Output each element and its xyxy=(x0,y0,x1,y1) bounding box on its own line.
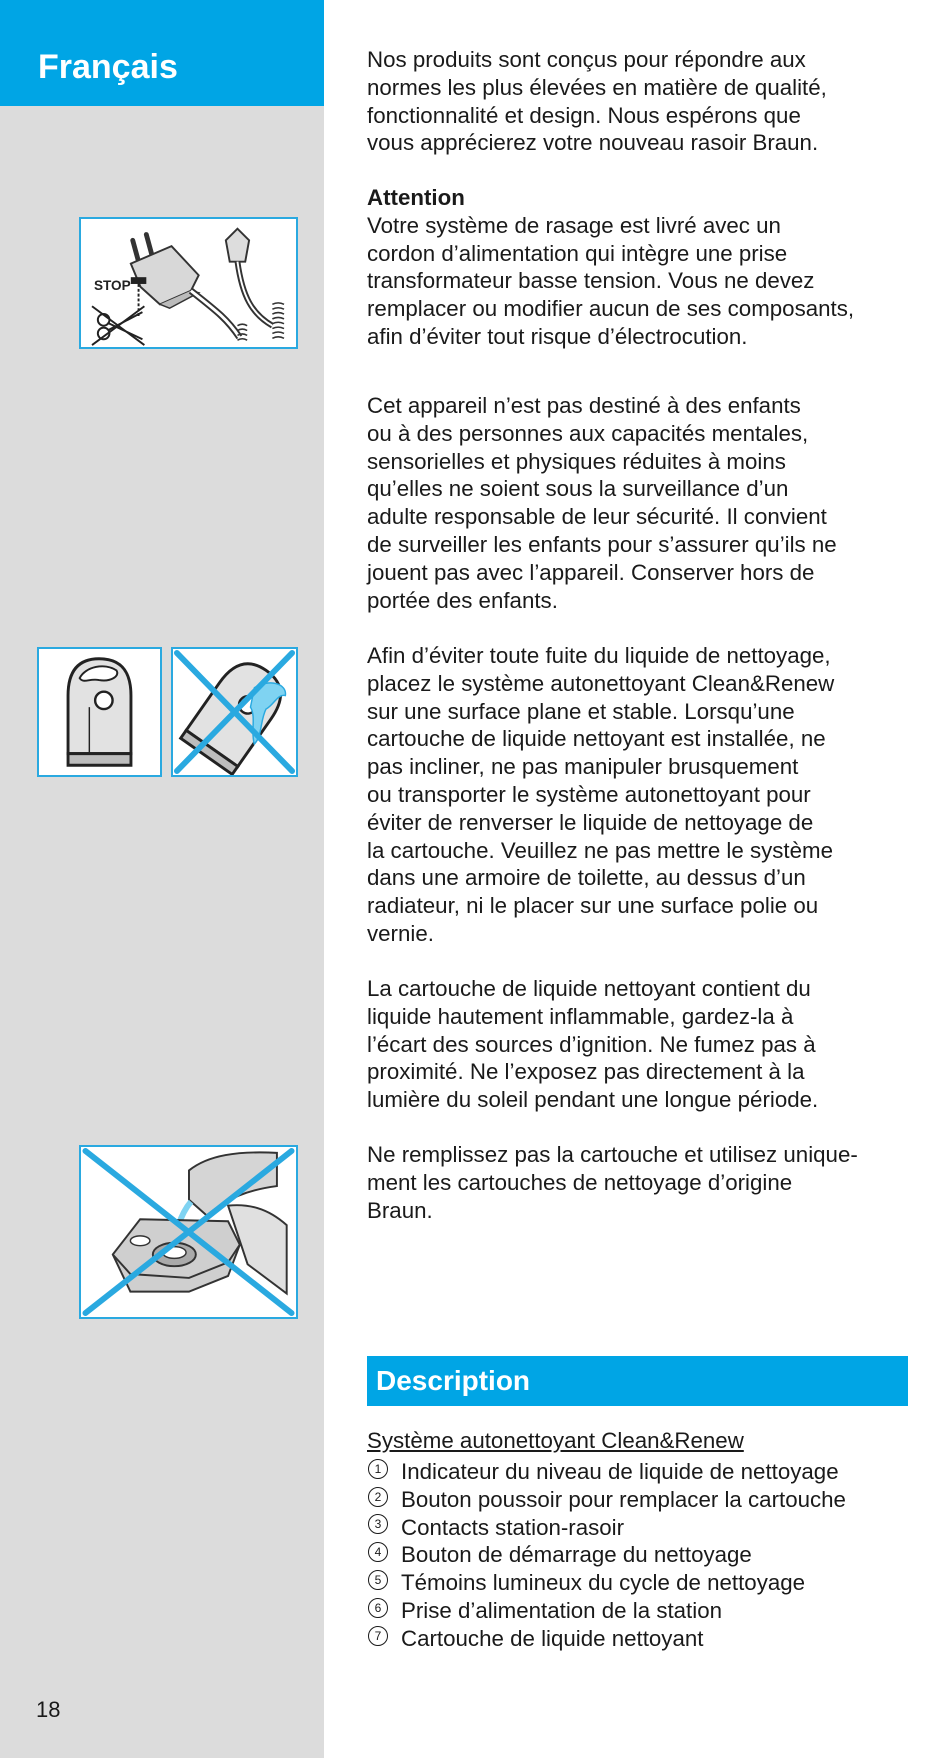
text-line: fonctionnalité et design. Nous espérons que xyxy=(367,102,801,128)
text-line: afin d’éviter tout risque d’électrocution. xyxy=(367,323,748,349)
text-line: proximité. Ne l’exposez pas directement à la xyxy=(367,1059,805,1085)
text-line: vous apprécierez votre nouveau rasoir Braun. xyxy=(367,130,819,156)
text-line: liquide hautement inflammable, gardez-la à xyxy=(367,1003,794,1029)
text-line: ou transporter le système autonettoyant pour xyxy=(367,781,811,807)
text-line: Cet appareil n’est pas destiné à des enfants xyxy=(367,393,801,418)
text-line: jouent pas avec l’appareil. Conserver hors de xyxy=(367,559,815,585)
item-label: Prise d’alimentation de la station xyxy=(401,1597,723,1623)
text-line: de surveiller les enfants pour s’assurer qu’ils ne xyxy=(367,531,837,557)
text-line: cartouche de liquide nettoyant est installée, ne xyxy=(367,726,826,752)
text-line: vernie. xyxy=(367,920,434,946)
list-item xyxy=(367,1625,927,1653)
text-line: Nos produits sont conçus pour répondre aux xyxy=(367,47,806,72)
item-label: Témoins lumineux du cycle de nettoyage xyxy=(401,1570,806,1596)
circled-number: 6 xyxy=(368,1598,388,1618)
text-line: radiateur, ni le placer sur une surface polie ou xyxy=(367,893,819,919)
list-item xyxy=(367,1514,927,1542)
list-item xyxy=(367,1486,927,1514)
stop-label: STOP xyxy=(93,277,131,293)
circled-number: 5 xyxy=(368,1570,388,1590)
attention-heading: Attention xyxy=(367,185,465,210)
plug-transformer-icon xyxy=(81,219,296,347)
intro-paragraph xyxy=(367,46,912,157)
leak-paragraph xyxy=(367,642,912,948)
plug-figure xyxy=(79,217,298,349)
text-line: lumière du soleil pendant une longue période. xyxy=(367,1087,819,1113)
text-line: sensorielles et physiques réduites à moins xyxy=(367,448,786,474)
item-label: Bouton de démarrage du nettoyage xyxy=(401,1542,752,1568)
text-line: adulte responsable de leur sécurité. Il convient xyxy=(367,504,827,530)
list-item xyxy=(367,1458,927,1486)
refill-paragraph xyxy=(367,1141,912,1224)
text-line: cordon d’alimentation qui intègre une prise xyxy=(367,240,788,266)
description-subtitle: Système autonettoyant Clean&Renew xyxy=(367,1428,744,1453)
text-line: La cartouche de liquide nettoyant contient du xyxy=(367,976,811,1001)
text-line: placez le système autonettoyant Clean&Renew xyxy=(367,670,835,696)
text-line: Braun. xyxy=(367,1197,433,1223)
item-label: Indicateur du niveau de liquide de nettoyage xyxy=(401,1459,839,1484)
text-line: qu’elles ne soient sous la surveillance d’un xyxy=(367,476,789,502)
text-line: sur une surface plane et stable. Lorsqu’une xyxy=(367,698,795,724)
text-line: éviter de renverser le liquide de nettoyage de xyxy=(367,809,814,835)
item-label: Bouton poussoir pour remplacer la cartouche xyxy=(401,1486,846,1512)
text-line: transformateur basse tension. Vous ne devez xyxy=(367,268,815,294)
text-line: ment les cartouches de nettoyage d’origine xyxy=(367,1169,793,1195)
description-heading: Description xyxy=(367,1356,908,1406)
text-line: normes les plus élevées en matière de qualité, xyxy=(367,74,827,100)
list-item xyxy=(367,1569,927,1597)
station-tilted-figure xyxy=(171,647,298,777)
circled-number: 2 xyxy=(368,1487,388,1507)
children-paragraph xyxy=(367,392,912,614)
cleaning-station-upright-icon xyxy=(39,649,160,775)
page-number: 18 xyxy=(36,1697,61,1722)
refill-figure xyxy=(79,1145,298,1319)
text-line: Ne remplissez pas la cartouche et utilisez unique- xyxy=(367,1142,858,1167)
attention-paragraph xyxy=(367,184,912,351)
text-line: remplacer ou modifier aucun de ses composants, xyxy=(367,296,855,322)
item-label: Contacts station-rasoir xyxy=(401,1514,625,1540)
text-line: la cartouche. Veuillez ne pas mettre le système xyxy=(367,837,833,863)
circled-number: 1 xyxy=(368,1459,388,1479)
item-label: Cartouche de liquide nettoyant xyxy=(401,1625,704,1651)
cleaning-station-tilted-crossed-icon xyxy=(173,649,296,775)
text-line: Votre système de rasage est livré avec un xyxy=(367,212,781,238)
description-list xyxy=(367,1458,927,1653)
text-line: Afin d’éviter toute fuite du liquide de nettoyage, xyxy=(367,643,831,668)
circled-number: 3 xyxy=(368,1514,388,1534)
flammable-paragraph xyxy=(367,975,912,1114)
station-upright-figure xyxy=(37,647,162,777)
circled-number: 4 xyxy=(368,1542,388,1562)
list-item xyxy=(367,1597,927,1625)
cartridge-refill-crossed-icon xyxy=(81,1147,296,1317)
circled-number: 7 xyxy=(368,1626,388,1646)
text-line: portée des enfants. xyxy=(367,587,558,613)
text-line: dans une armoire de toilette, au dessus d’un xyxy=(367,865,806,891)
text-line: ou à des personnes aux capacités mentales, xyxy=(367,420,809,446)
language-tab: Français xyxy=(0,0,324,106)
list-item xyxy=(367,1541,927,1569)
text-line: l’écart des sources d’ignition. Ne fumez pas à xyxy=(367,1031,816,1057)
text-line: pas incliner, ne pas manipuler brusquement xyxy=(367,754,799,780)
